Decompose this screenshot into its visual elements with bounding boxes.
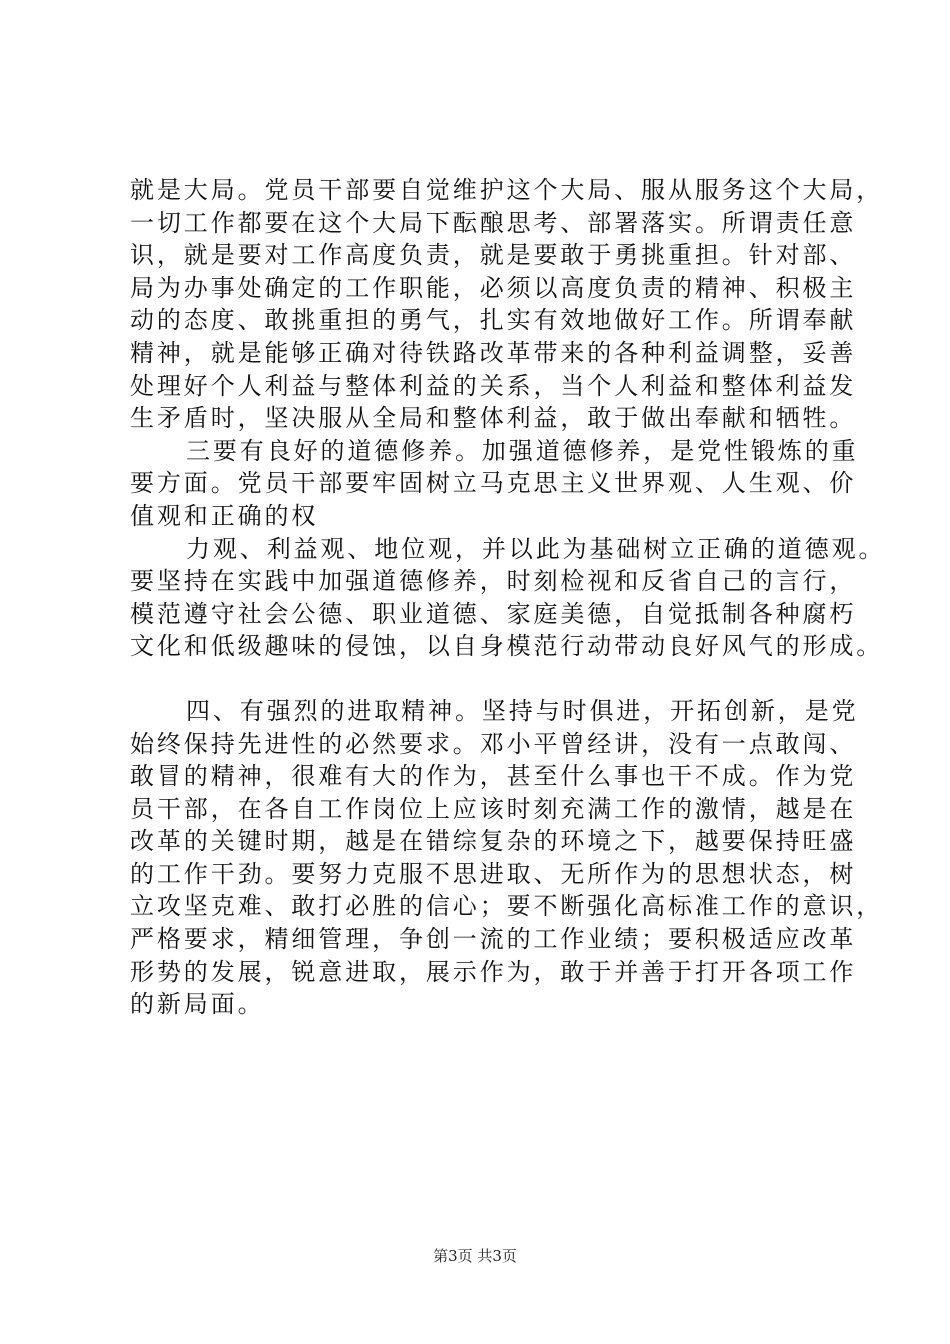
- text-line: 的新局面。: [130, 990, 265, 1019]
- text-line: 识，就是要对工作高度负责，就是要敢于勇挑重担。针对部、: [130, 241, 857, 270]
- text-line: 要坚持在实践中加强道德修养，时刻检视和反省自己的言行，: [130, 567, 857, 596]
- text-line: 动的态度、敢挑重担的勇气，扎实有效地做好工作。所谓奉献: [130, 306, 857, 335]
- text-line: 精神，就是能够正确对待铁路改革带来的各种利益调整，妥善: [130, 338, 857, 367]
- paragraph-gap: [130, 663, 850, 695]
- text-line: 形势的发展，锐意进取，展示作为，敢于并善于打开各项工作: [130, 957, 857, 986]
- text-line: 就是大局。党员干部要自觉维护这个大局、服从服务这个大局，: [130, 176, 884, 204]
- text-line: 模范遵守社会公德、职业道德、家庭美德，自觉抵制各种腐朽: [130, 599, 857, 628]
- text-line: 生矛盾时，坚决服从全局和整体利益，敢于做出奉献和牺牲。: [130, 404, 857, 433]
- page-footer: 第3页 共3页: [433, 1247, 517, 1265]
- text-line: 文化和低级趣味的侵蚀，以自身模范行动带动良好风气的形成。: [130, 632, 884, 661]
- text-line: 四、有强烈的进取精神。坚持与时俱进，开拓创新，是党: [186, 696, 859, 725]
- text-line: 处理好个人利益与整体利益的关系，当个人利益和整体利益发: [130, 371, 857, 400]
- text-line: 一切工作都要在这个大局下酝酿思考、部署落实。所谓责任意: [130, 208, 857, 237]
- text-line: 改革的关键时期，越是在错综复杂的环境之下，越要保持旺盛: [130, 827, 857, 856]
- text-line: 局为办事处确定的工作职能，必须以高度负责的精神、积极主: [130, 273, 857, 302]
- text-line: 立攻坚克难、敢打必胜的信心；要不断强化高标准工作的意识，: [130, 892, 884, 921]
- text-line: 要方面。党员干部要牢固树立马克思主义世界观、人生观、价: [130, 469, 857, 498]
- text-line: 的工作干劲。要努力克服不思进取、无所作为的思想状态，树: [130, 859, 857, 888]
- text-line: 值观和正确的权: [130, 501, 319, 530]
- text-line: 敢冒的精神，很难有大的作为，甚至什么事也干不成。作为党: [130, 762, 857, 791]
- text-line: 三要有良好的道德修养。加强道德修养，是党性锻炼的重: [186, 436, 859, 465]
- text-line: 始终保持先进性的必然要求。邓小平曾经讲，没有一点敢闯、: [130, 729, 857, 758]
- document-body: [130, 174, 886, 1021]
- text-line: 力观、利益观、地位观，并以此为基础树立正确的道德观。: [186, 534, 886, 563]
- text-line: 员干部，在各自工作岗位上应该时刻充满工作的激情，越是在: [130, 794, 857, 823]
- text-line: 严格要求，精细管理，争创一流的工作业绩；要积极适应改革: [130, 925, 857, 954]
